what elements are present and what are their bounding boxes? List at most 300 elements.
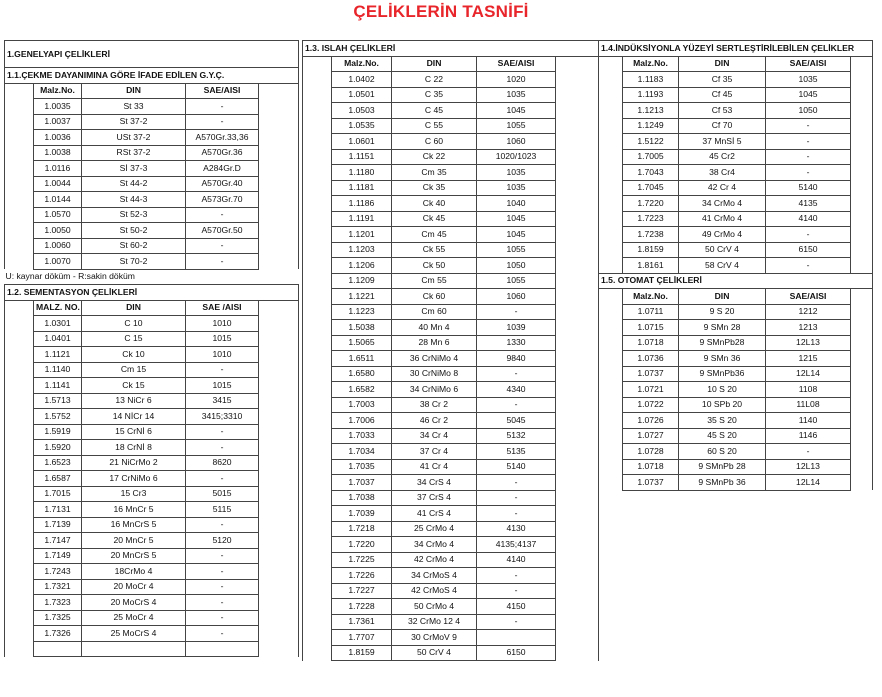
sae-aisi-cell: - <box>186 579 259 595</box>
section-free-cutting-steels: 1.5. OTOMAT ÇELİKLERİ <box>599 273 873 289</box>
din-cell: Cf 70 <box>679 118 766 134</box>
din-cell: 28 Mn 6 <box>392 335 477 351</box>
sae-aisi-cell: 1055 <box>477 242 556 258</box>
material-no-cell: 1.1181 <box>332 180 392 196</box>
sae-aisi-cell: - <box>186 471 259 487</box>
material-no-cell: 1.7131 <box>34 502 82 518</box>
table-row <box>599 335 873 351</box>
table-row <box>303 552 599 568</box>
material-no-cell: 1.1221 <box>332 289 392 305</box>
sae-aisi-cell: - <box>186 362 259 378</box>
section-general-structural-steels: 1.GENELYAPI ÇELİKLERİ <box>5 41 299 68</box>
din-cell: 9 SMn 36 <box>679 351 766 367</box>
sae-aisi-cell: - <box>186 207 259 223</box>
sae-aisi-cell: 1330 <box>477 335 556 351</box>
sae-aisi-header: SAE/AISI <box>766 56 851 72</box>
material-no-cell: 1.7225 <box>332 552 392 568</box>
material-no-cell: 1.0535 <box>332 118 392 134</box>
sae-aisi-cell: - <box>186 254 259 270</box>
din-cell: 45 S 20 <box>679 428 766 444</box>
table-row <box>303 134 599 150</box>
sae-aisi-header: SAE /AISI <box>186 300 259 316</box>
din-cell: 9 S 20 <box>679 304 766 320</box>
table-row <box>303 475 599 491</box>
material-no-cell: 1.0401 <box>34 331 82 347</box>
sae-aisi-cell: 1213 <box>766 320 851 336</box>
table-row <box>303 118 599 134</box>
sae-aisi-cell: - <box>186 99 259 115</box>
table-row <box>599 475 873 491</box>
material-no-cell: 1.7037 <box>332 475 392 491</box>
sae-aisi-cell: 6150 <box>766 242 851 258</box>
sae-aisi-cell: 1050 <box>766 103 851 119</box>
din-cell: Cf 35 <box>679 72 766 88</box>
material-no-cell: 1.1141 <box>34 378 82 394</box>
din-cell: 30 CrNiMo 8 <box>392 366 477 382</box>
material-no-cell: 1.0144 <box>34 192 82 208</box>
din-cell: 20 MnCrS 5 <box>82 548 186 564</box>
sae-aisi-cell: A570Gr.40 <box>186 176 259 192</box>
material-no-cell: 1.1193 <box>623 87 679 103</box>
material-no-cell: 1.5919 <box>34 424 82 440</box>
table-row <box>303 459 599 475</box>
table-row <box>599 134 873 150</box>
table-row <box>5 316 299 332</box>
table-row <box>599 87 873 103</box>
sae-aisi-cell: 8620 <box>186 455 259 471</box>
general-steels-table <box>4 40 299 657</box>
section-case-hardening-steels: 1.2. SEMENTASYON ÇELİKLERİ <box>5 285 299 301</box>
din-cell: 34 CrMo 4 <box>392 537 477 553</box>
sae-aisi-cell: - <box>477 583 556 599</box>
table-row <box>303 537 599 553</box>
table-row <box>5 114 299 130</box>
section-induction-hardenable-steels-row <box>599 41 873 57</box>
table-row <box>5 424 299 440</box>
din-cell: C 55 <box>392 118 477 134</box>
sae-aisi-header: SAE/AISI <box>186 83 259 99</box>
material-no-cell: 1.7039 <box>332 506 392 522</box>
table-row <box>303 258 599 274</box>
table-row <box>5 161 299 177</box>
din-cell: 37 MnSİ 5 <box>679 134 766 150</box>
sae-aisi-cell: A284Gr.D <box>186 161 259 177</box>
sae-aisi-cell: - <box>186 626 259 642</box>
material-no-cell: 1.7223 <box>623 211 679 227</box>
din-cell: St 37-2 <box>82 114 186 130</box>
din-cell: St 44-2 <box>82 176 186 192</box>
sae-aisi-cell: 1060 <box>477 134 556 150</box>
din-cell: 9 SMnPb 36 <box>679 475 766 491</box>
sae-aisi-cell: 1045 <box>477 227 556 243</box>
table-row <box>5 362 299 378</box>
material-no-cell: 1.7326 <box>34 626 82 642</box>
sae-aisi-cell: - <box>766 134 851 150</box>
sae-aisi-cell: 1212 <box>766 304 851 320</box>
table-row <box>5 595 299 611</box>
material-no-cell: 1.0503 <box>332 103 392 119</box>
sae-aisi-cell: 4140 <box>477 552 556 568</box>
table-row <box>599 382 873 398</box>
material-no-cell: 1.7139 <box>34 517 82 533</box>
sae-aisi-header: SAE/AISI <box>766 289 851 305</box>
material-no-cell: 1.0711 <box>623 304 679 320</box>
din-cell: C 22 <box>392 72 477 88</box>
material-no-cell: 1.7243 <box>34 564 82 580</box>
material-no-cell: 1.6580 <box>332 366 392 382</box>
table-row <box>303 273 599 289</box>
material-no-cell: 1.0728 <box>623 444 679 460</box>
din-cell: 58 CrV 4 <box>679 258 766 274</box>
din-cell: 13 NiCr 6 <box>82 393 186 409</box>
material-no-cell: 1.0301 <box>34 316 82 332</box>
table-row <box>599 149 873 165</box>
table-row <box>303 211 599 227</box>
sae-aisi-cell: 4135;4137 <box>477 537 556 553</box>
sae-aisi-cell: 5015 <box>186 486 259 502</box>
din-cell: USt 37-2 <box>82 130 186 146</box>
material-no-header: Malz.No. <box>332 56 392 72</box>
sae-aisi-cell: 1055 <box>477 273 556 289</box>
din-cell: Ck 35 <box>392 180 477 196</box>
material-no-cell: 1.1140 <box>34 362 82 378</box>
material-no-cell: 1.1223 <box>332 304 392 320</box>
din-cell: Cf 45 <box>679 87 766 103</box>
din-cell: 38 Cr 2 <box>392 397 477 413</box>
table-row <box>599 180 873 196</box>
sae-aisi-cell: - <box>186 424 259 440</box>
table-row <box>303 397 599 413</box>
sae-aisi-cell: 5140 <box>477 459 556 475</box>
table-row <box>303 72 599 88</box>
material-no-cell: 1.0036 <box>34 130 82 146</box>
table-row <box>5 440 299 456</box>
din-cell: 34 CrS 4 <box>392 475 477 491</box>
din-cell: 40 Mn 4 <box>392 320 477 336</box>
din-header: DIN <box>392 56 477 72</box>
table-row <box>303 444 599 460</box>
sae-aisi-cell: 5120 <box>186 533 259 549</box>
material-no-cell: 1.7220 <box>623 196 679 212</box>
material-no-cell: 1.0050 <box>34 223 82 239</box>
table-row <box>303 304 599 320</box>
table-row <box>5 548 299 564</box>
material-no-cell: 1.1249 <box>623 118 679 134</box>
material-no-cell: 1.7005 <box>623 149 679 165</box>
din-cell: 49 CrMo 4 <box>679 227 766 243</box>
din-cell: 30 CrMoV 9 <box>392 630 477 646</box>
din-cell: Cm 15 <box>82 362 186 378</box>
material-no-cell: 1.1121 <box>34 347 82 363</box>
material-no-cell: 1.7035 <box>332 459 392 475</box>
sae-aisi-cell: 1040 <box>477 196 556 212</box>
table-row <box>599 397 873 413</box>
table-row <box>5 207 299 223</box>
table-row <box>303 87 599 103</box>
table-row <box>5 564 299 580</box>
sae-aisi-cell: 1108 <box>766 382 851 398</box>
section-tensile-strength-steels-row <box>5 68 299 84</box>
din-cell: C 45 <box>392 103 477 119</box>
material-no-header: Malz.No. <box>623 56 679 72</box>
table-row <box>5 502 299 518</box>
sae-aisi-cell: - <box>477 568 556 584</box>
material-no-cell: 1.8161 <box>623 258 679 274</box>
tempering-steels-table <box>302 40 599 661</box>
material-no-cell: 1.6511 <box>332 351 392 367</box>
table-row <box>5 486 299 502</box>
table-row <box>5 393 299 409</box>
din-cell: C 15 <box>82 331 186 347</box>
din-cell: 50 CrV 4 <box>679 242 766 258</box>
table-row <box>303 428 599 444</box>
material-no-cell: 1.7361 <box>332 614 392 630</box>
table-row <box>303 149 599 165</box>
din-cell: 16 MnCrS 5 <box>82 517 186 533</box>
sae-aisi-cell: - <box>186 595 259 611</box>
material-no-cell: 1.0402 <box>332 72 392 88</box>
table-row <box>599 196 873 212</box>
din-cell: 21 NiCrMo 2 <box>82 455 186 471</box>
material-no-cell: 1.0037 <box>34 114 82 130</box>
sae-aisi-cell: - <box>766 165 851 181</box>
din-header: DIN <box>679 289 766 305</box>
sae-aisi-cell: 1055 <box>477 118 556 134</box>
table-row <box>303 180 599 196</box>
din-cell: Sİ 37-3 <box>82 161 186 177</box>
din-header: DIN <box>679 56 766 72</box>
sae-aisi-cell: 12L14 <box>766 475 851 491</box>
sae-aisi-cell: 12L13 <box>766 335 851 351</box>
din-cell: 16 MnCr 5 <box>82 502 186 518</box>
material-no-cell: 1.7033 <box>332 428 392 444</box>
din-cell: 34 CrMoS 4 <box>392 568 477 584</box>
sae-aisi-cell: 3415 <box>186 393 259 409</box>
sae-aisi-cell: 5115 <box>186 502 259 518</box>
din-cell: 42 Cr 4 <box>679 180 766 196</box>
sae-aisi-cell: 6150 <box>477 645 556 661</box>
din-cell: Ck 50 <box>392 258 477 274</box>
sae-aisi-cell: 1035 <box>477 165 556 181</box>
material-no-cell: 1.6587 <box>34 471 82 487</box>
material-no-header: MALZ. NO. <box>34 300 82 316</box>
table-row <box>5 192 299 208</box>
din-cell: Cm 60 <box>392 304 477 320</box>
table-row <box>303 645 599 661</box>
table-header <box>303 56 599 72</box>
din-cell: C 60 <box>392 134 477 150</box>
material-no-cell: 1.0038 <box>34 145 82 161</box>
table-row <box>303 320 599 336</box>
table-row <box>303 490 599 506</box>
din-cell: Ck 10 <box>82 347 186 363</box>
material-no-cell: 1.5752 <box>34 409 82 425</box>
table-row <box>303 583 599 599</box>
sae-aisi-cell: A570Gr.36 <box>186 145 259 161</box>
din-header: DIN <box>82 300 186 316</box>
din-cell: Ck 40 <box>392 196 477 212</box>
table-row <box>599 118 873 134</box>
din-cell: 9 SMnPb36 <box>679 366 766 382</box>
table-row <box>5 238 299 254</box>
table-row <box>303 165 599 181</box>
sae-aisi-cell: - <box>766 227 851 243</box>
material-no-cell: 1.0737 <box>623 475 679 491</box>
table-row <box>303 366 599 382</box>
material-no-cell: 1.7038 <box>332 490 392 506</box>
sae-aisi-cell: 5132 <box>477 428 556 444</box>
din-cell: 32 CrMo 12 4 <box>392 614 477 630</box>
material-no-cell: 1.0721 <box>623 382 679 398</box>
sae-aisi-cell: 5135 <box>477 444 556 460</box>
table-row <box>303 196 599 212</box>
material-no-cell: 1.7015 <box>34 486 82 502</box>
table-row <box>599 258 873 274</box>
table-row <box>5 347 299 363</box>
table-row <box>599 459 873 475</box>
material-no-cell: 1.7045 <box>623 180 679 196</box>
material-no-cell: 1.7321 <box>34 579 82 595</box>
induction-and-free-cutting-steels-table <box>598 40 873 491</box>
material-no-cell: 1.7238 <box>623 227 679 243</box>
din-cell: 35 S 20 <box>679 413 766 429</box>
sae-aisi-cell: 1015 <box>186 331 259 347</box>
sae-aisi-cell <box>477 630 556 646</box>
table-row <box>5 409 299 425</box>
sae-aisi-cell: - <box>186 238 259 254</box>
table-row <box>5 533 299 549</box>
material-no-cell: 1.0737 <box>623 366 679 382</box>
material-no-cell: 1.1151 <box>332 149 392 165</box>
din-cell: 34 CrMo 4 <box>679 196 766 212</box>
table-row <box>303 630 599 646</box>
sae-aisi-header: SAE/AISI <box>477 56 556 72</box>
din-cell: 10 SPb 20 <box>679 397 766 413</box>
sae-aisi-cell: - <box>477 304 556 320</box>
table-row <box>5 254 299 270</box>
sae-aisi-cell: 1215 <box>766 351 851 367</box>
sae-aisi-cell: - <box>186 517 259 533</box>
material-no-cell: 1.1201 <box>332 227 392 243</box>
din-cell: 20 MnCr 5 <box>82 533 186 549</box>
din-cell: St 33 <box>82 99 186 115</box>
sae-aisi-cell: 1045 <box>477 103 556 119</box>
material-no-cell: 1.7218 <box>332 521 392 537</box>
table-row <box>5 579 299 595</box>
din-cell: 25 MoCr 4 <box>82 610 186 626</box>
material-no-cell: 1.0718 <box>623 459 679 475</box>
material-no-cell: 1.0718 <box>623 335 679 351</box>
din-cell: 25 CrMo 4 <box>392 521 477 537</box>
table-header <box>5 83 299 99</box>
table-row <box>303 289 599 305</box>
material-no-cell: 1.1186 <box>332 196 392 212</box>
table-row <box>5 130 299 146</box>
din-cell: 41 Cr 4 <box>392 459 477 475</box>
section-induction-hardenable-steels: 1.4.İNDÜKSİYONLA YÜZEYİ SERTLEŞTİRİLEBİLEN ÇELİKLER <box>599 41 873 57</box>
din-cell: St 50-2 <box>82 223 186 239</box>
material-no-cell: 1.1209 <box>332 273 392 289</box>
table-row <box>5 517 299 533</box>
sae-aisi-cell: 1015 <box>186 378 259 394</box>
table-row <box>303 351 599 367</box>
din-cell: Ck 45 <box>392 211 477 227</box>
sae-aisi-cell: 1050 <box>477 258 556 274</box>
din-cell: 50 CrMo 4 <box>392 599 477 615</box>
material-no-cell: 1.5713 <box>34 393 82 409</box>
sae-aisi-cell: 1146 <box>766 428 851 444</box>
din-cell: 37 Cr 4 <box>392 444 477 460</box>
table-row <box>5 223 299 239</box>
sae-aisi-cell: 1035 <box>477 87 556 103</box>
din-cell: St 70-2 <box>82 254 186 270</box>
sae-aisi-cell: 4135 <box>766 196 851 212</box>
table-row <box>5 331 299 347</box>
table-row <box>599 103 873 119</box>
material-no-cell: 1.0044 <box>34 176 82 192</box>
table-header <box>599 289 873 305</box>
table-row <box>5 471 299 487</box>
material-no-cell: 1.8159 <box>332 645 392 661</box>
din-cell: St 60-2 <box>82 238 186 254</box>
din-cell: 37 CrS 4 <box>392 490 477 506</box>
table-row <box>303 242 599 258</box>
sae-aisi-cell: 1045 <box>477 211 556 227</box>
sae-aisi-cell: - <box>186 610 259 626</box>
din-header: DIN <box>82 83 186 99</box>
sae-aisi-cell: 1020 <box>477 72 556 88</box>
din-cell: Ck 60 <box>392 289 477 305</box>
material-no-cell: 1.7006 <box>332 413 392 429</box>
sae-aisi-cell: 5045 <box>477 413 556 429</box>
table-row <box>599 444 873 460</box>
table-row <box>599 366 873 382</box>
table-row <box>599 304 873 320</box>
din-cell: 34 Cr 4 <box>392 428 477 444</box>
table-row <box>5 176 299 192</box>
table-row <box>303 568 599 584</box>
din-cell: Cm 55 <box>392 273 477 289</box>
sae-aisi-cell: - <box>477 475 556 491</box>
din-cell: Cm 35 <box>392 165 477 181</box>
din-cell: Cm 45 <box>392 227 477 243</box>
sae-aisi-cell: A573Gr.70 <box>186 192 259 208</box>
din-cell: 15 Cr3 <box>82 486 186 502</box>
material-no-cell: 1.7149 <box>34 548 82 564</box>
din-cell: 9 SMnPb 28 <box>679 459 766 475</box>
casting-note: U: kaynar döküm - R:sakin döküm <box>5 271 135 282</box>
sae-aisi-cell: 1140 <box>766 413 851 429</box>
note-row <box>5 269 299 285</box>
sae-aisi-cell: - <box>766 149 851 165</box>
sae-aisi-cell: - <box>477 397 556 413</box>
material-no-cell: 1.7325 <box>34 610 82 626</box>
table-row <box>303 227 599 243</box>
table-row <box>599 428 873 444</box>
table-row <box>5 455 299 471</box>
material-no-cell: 1.1203 <box>332 242 392 258</box>
material-no-cell: 1.5065 <box>332 335 392 351</box>
din-cell: 42 CrMo 4 <box>392 552 477 568</box>
table-row <box>599 211 873 227</box>
sae-aisi-cell: 12L14 <box>766 366 851 382</box>
sae-aisi-cell: - <box>186 114 259 130</box>
material-no-cell: 1.7043 <box>623 165 679 181</box>
sae-aisi-cell: 9840 <box>477 351 556 367</box>
din-cell: 45 Cr2 <box>679 149 766 165</box>
section-free-cutting-steels-row <box>599 273 873 289</box>
din-cell: 34 CrNiMo 6 <box>392 382 477 398</box>
